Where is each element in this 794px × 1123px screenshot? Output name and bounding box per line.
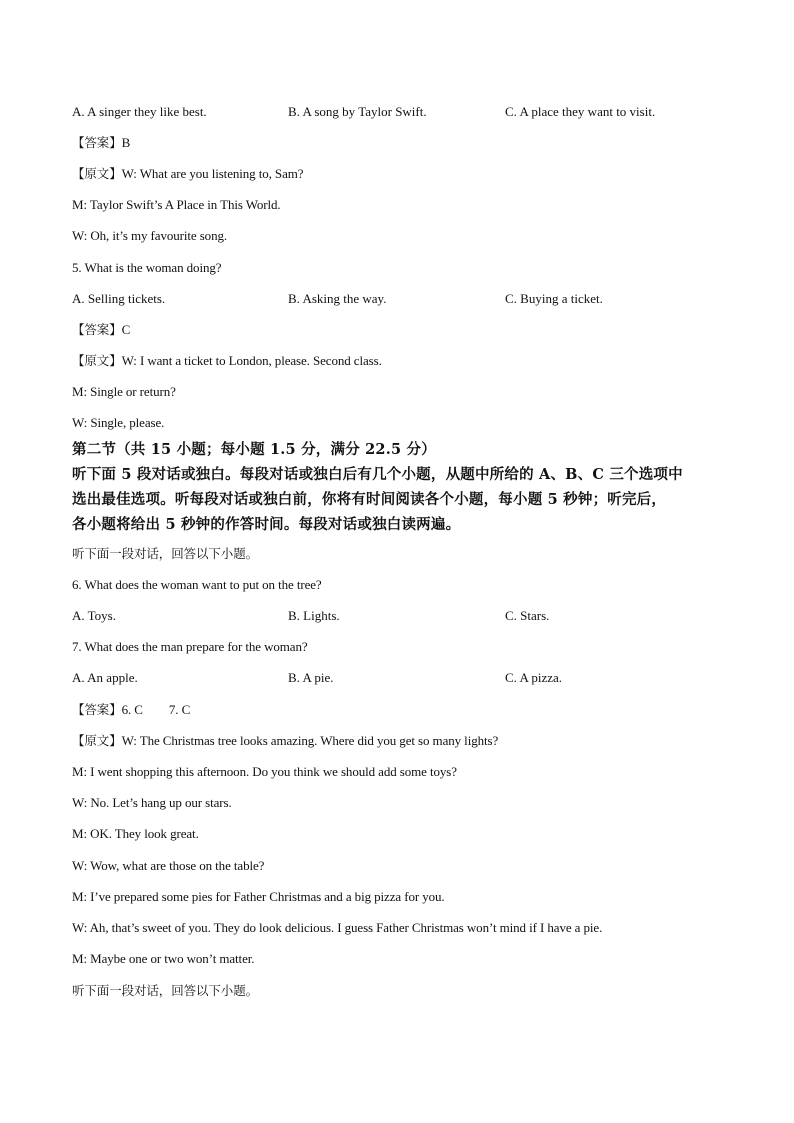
- listen-prompt: 听下面一段对话，回答以下小题。: [72, 546, 259, 561]
- q67-script-line-5: W: Wow, what are those on the table?: [72, 858, 265, 873]
- q5-option-c: C. Buying a ticket.: [505, 291, 603, 306]
- q5-option-a: A. Selling tickets.: [72, 291, 166, 306]
- q6-option-c: C. Stars.: [505, 608, 550, 623]
- answer-6: 6. C: [121, 702, 143, 717]
- section-heading: 第二节（共 15 小题；每小题 1.5 分，满分 22.5 分）: [72, 441, 436, 458]
- q4-answer: [72, 135, 130, 151]
- q67-script-line-2: M: I went shopping this afternoon. Do you think we should add some toys?: [72, 764, 457, 779]
- script-tag: 【原文】: [72, 353, 122, 368]
- q7-option-a: A. An apple.: [72, 670, 138, 685]
- q4-option-a: A. A singer they like best.: [72, 104, 207, 119]
- q4-option-c: C. A place they want to visit.: [505, 104, 656, 119]
- answer-tag: 【答案】: [72, 322, 122, 337]
- q4-option-b: B. A song by Taylor Swift.: [288, 104, 427, 119]
- q4-script-line-2: M: Taylor Swift’s A Place in This World.: [72, 197, 281, 212]
- q5-script-line-3: W: Single, please.: [72, 415, 165, 430]
- q6-option-a: A. Toys.: [72, 608, 116, 623]
- q5-option-b: B. Asking the way.: [288, 291, 387, 306]
- q4-script-line-1: [72, 166, 303, 182]
- q67-answer: [72, 702, 190, 718]
- q67-script-line-3: W: No. Let’s hang up our stars.: [72, 795, 232, 810]
- q5-script-line-1: [72, 353, 382, 369]
- q6-question: 6. What does the woman want to put on the tree?: [72, 577, 322, 592]
- answer-tag: 【答案】: [72, 702, 122, 717]
- answer-value: C: [121, 322, 131, 337]
- answer-value: B: [121, 135, 131, 150]
- q5-answer: [72, 322, 130, 338]
- script-tag: 【原文】: [72, 166, 122, 181]
- q7-option-b: B. A pie.: [288, 670, 334, 685]
- q7-question: 7. What does the man prepare for the woman?: [72, 639, 308, 654]
- section-instructions-line-2: 选出最佳选项。听每段对话或独白前，你将有时间阅读各个小题，每小题 5 秒钟；听完后，: [72, 491, 667, 508]
- q5-question: 5. What is the woman doing?: [72, 260, 222, 275]
- q67-script-line-7: W: Ah, that’s sweet of you. They do look delicious. I guess Father Christmas won’t mind if I have a pie.: [72, 920, 603, 935]
- script-text: W: What are you listening to, Sam?: [121, 166, 304, 181]
- section-instructions-line-1: 听下面 5 段对话或独白。每段对话或独白后有几个小题，从题中所给的 A、B、C 三个选项中: [72, 466, 683, 483]
- q67-script-line-4: M: OK. They look great.: [72, 826, 199, 841]
- script-text: W: The Christmas tree looks amazing. Where did you get so many lights?: [121, 733, 499, 748]
- script-tag: 【原文】: [72, 733, 122, 748]
- section-instructions-line-3: 各小题将给出 5 秒钟的作答时间。每段对话或独白读两遍。: [72, 516, 461, 533]
- q4-script-line-3: W: Oh, it’s my favourite song.: [72, 228, 228, 243]
- q67-script-line-8: M: Maybe one or two won’t matter.: [72, 951, 255, 966]
- script-text: W: I want a ticket to London, please. Second class.: [121, 353, 382, 368]
- answer-7: 7. C: [168, 702, 191, 717]
- q5-script-line-2: M: Single or return?: [72, 384, 176, 399]
- q67-script-line-6: M: I’ve prepared some pies for Father Christmas and a big pizza for you.: [72, 889, 445, 904]
- answer-tag: 【答案】: [72, 135, 122, 150]
- q6-option-b: B. Lights.: [288, 608, 340, 623]
- q7-option-c: C. A pizza.: [505, 670, 563, 685]
- next-listen-prompt: 听下面一段对话，回答以下小题。: [72, 983, 259, 998]
- q67-script-line-1: [72, 733, 498, 749]
